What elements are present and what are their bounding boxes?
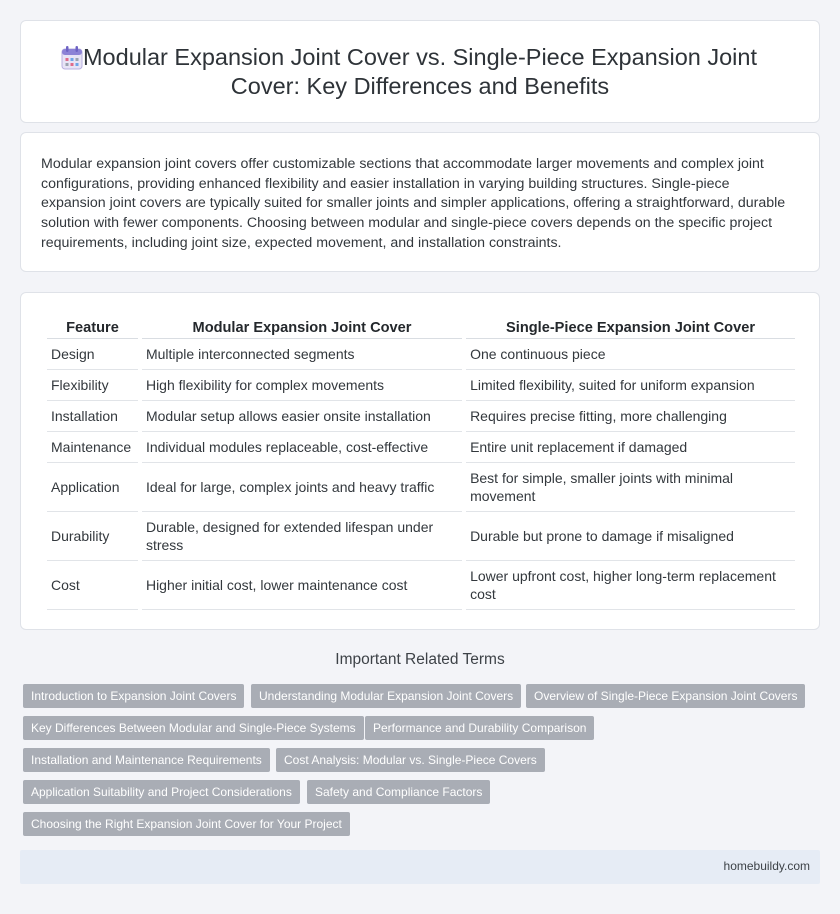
table-row <box>47 339 795 370</box>
header-modular: Modular Expansion Joint Cover <box>142 315 462 339</box>
comparison-table <box>43 315 799 610</box>
intro-card <box>20 132 820 272</box>
modular-cell: High flexibility for complex movements <box>142 370 462 401</box>
footer <box>20 850 820 884</box>
related-term-tag[interactable]: Introduction to Expansion Joint Covers <box>23 684 244 708</box>
modular-cell: Individual modules replaceable, cost-effective <box>142 432 462 463</box>
header-single-piece: Single-Piece Expansion Joint Cover <box>466 315 795 339</box>
feature-cell: Installation <box>47 401 138 432</box>
feature-cell: Cost <box>47 561 138 610</box>
modular-cell: Multiple interconnected segments <box>142 339 462 370</box>
feature-cell: Durability <box>47 512 138 561</box>
single-piece-cell: Best for simple, smaller joints with minimal movement <box>466 463 795 512</box>
table-row <box>47 432 795 463</box>
feature-cell: Maintenance <box>47 432 138 463</box>
single-piece-cell: Durable but prone to damage if misaligned <box>466 512 795 561</box>
single-piece-cell: Limited flexibility, suited for uniform expansion <box>466 370 795 401</box>
feature-cell: Application <box>47 463 138 512</box>
related-term-tag[interactable]: Application Suitability and Project Considerations <box>23 780 300 804</box>
table-header-row <box>47 315 795 339</box>
header-feature: Feature <box>47 315 138 339</box>
modular-cell: Durable, designed for extended lifespan under stress <box>142 512 462 561</box>
single-piece-cell: Lower upfront cost, higher long-term replacement cost <box>466 561 795 610</box>
modular-cell: Higher initial cost, lower maintenance cost <box>142 561 462 610</box>
table-row <box>47 561 795 610</box>
feature-cell: Flexibility <box>47 370 138 401</box>
table-row <box>47 401 795 432</box>
footer-site-link[interactable]: homebuildy.com <box>723 859 810 873</box>
related-term-tag[interactable]: Choosing the Right Expansion Joint Cover for Your Project <box>23 812 350 836</box>
modular-cell: Ideal for large, complex joints and heavy traffic <box>142 463 462 512</box>
feature-cell: Design <box>47 339 138 370</box>
single-piece-cell: Entire unit replacement if damaged <box>466 432 795 463</box>
related-term-tag[interactable]: Understanding Modular Expansion Joint Covers <box>251 684 521 708</box>
related-term-tag[interactable]: Key Differences Between Modular and Single-Piece Systems <box>23 716 364 740</box>
single-piece-cell: One continuous piece <box>466 339 795 370</box>
modular-cell: Modular setup allows easier onsite installation <box>142 401 462 432</box>
related-term-tag[interactable]: Cost Analysis: Modular vs. Single-Piece Covers <box>276 748 545 772</box>
comparison-card <box>20 292 820 630</box>
title-card <box>20 20 820 123</box>
table-row <box>47 512 795 561</box>
related-terms-title: Important Related Terms <box>335 651 505 668</box>
related-term-tag[interactable]: Safety and Compliance Factors <box>307 780 490 804</box>
single-piece-cell: Requires precise fitting, more challenging <box>466 401 795 432</box>
page-title: Modular Expansion Joint Cover vs. Single-Piece Expansion Joint Cover: Key Differences and Benefits <box>82 44 758 99</box>
table-row <box>47 370 795 401</box>
intro-paragraph: Modular expansion joint covers offer customizable sections that accommodate larger movements and complex joint configurations, providing enhanced flexibility and easier installation in varying building structures. Single-piece expansion joint covers are typically suited for smaller joints and simpler applications, offering a straightforward, durable solution with fewer components. Choosing between modular and single-piece covers depends on the specific project requirements, including joint size, expected movement, and installation constraints. <box>41 156 786 251</box>
related-term-tag[interactable]: Installation and Maintenance Requirements <box>23 748 270 772</box>
table-row <box>47 463 795 512</box>
related-term-tag[interactable]: Performance and Durability Comparison <box>365 716 594 740</box>
related-term-tag[interactable]: Overview of Single-Piece Expansion Joint Covers <box>526 684 805 708</box>
